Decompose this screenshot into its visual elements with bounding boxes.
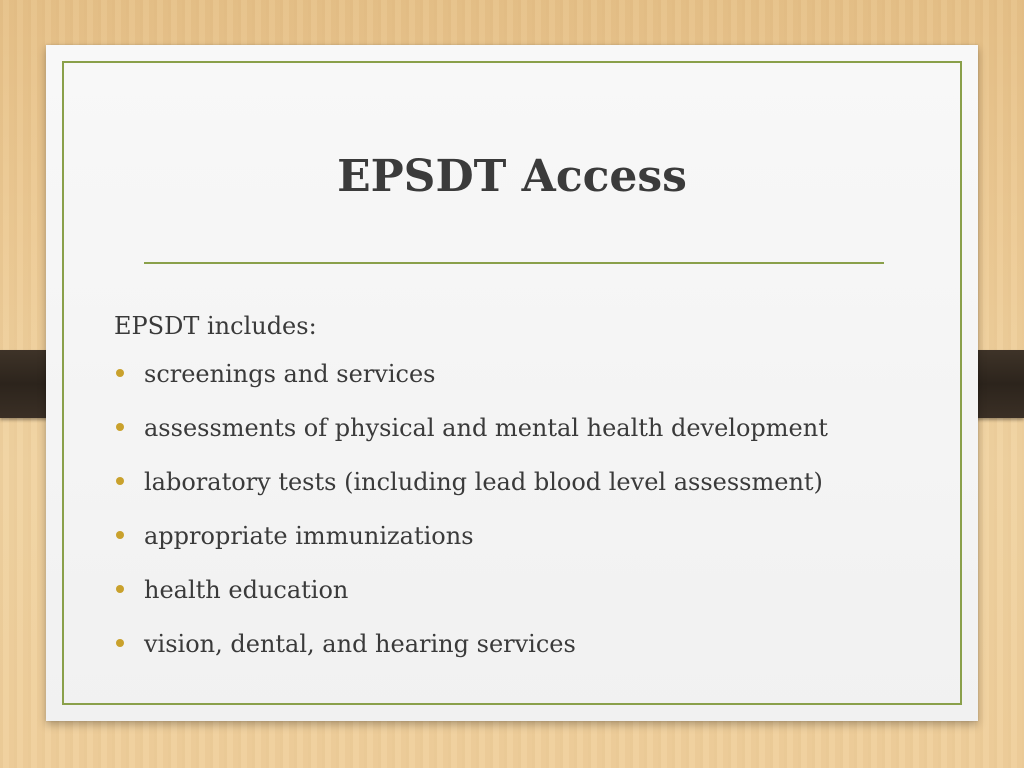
bullet-text: assessments of physical and mental health development (144, 414, 828, 442)
bullet-item (114, 347, 914, 401)
bullet-dot-icon (116, 423, 124, 431)
bullet-dot-icon (116, 477, 124, 485)
bullet-item (114, 455, 914, 509)
bullet-dot-icon (116, 369, 124, 377)
bullet-item (114, 401, 914, 455)
slide-content (114, 307, 914, 671)
bullet-text: health education (144, 576, 349, 604)
bullet-item (114, 617, 914, 671)
bullet-text: appropriate immunizations (144, 522, 474, 550)
title-divider (144, 262, 884, 264)
bullet-text: vision, dental, and hearing services (144, 630, 576, 658)
bullet-dot-icon (116, 531, 124, 539)
slide-title: EPSDT Access (337, 151, 687, 202)
bullet-text: laboratory tests (including lead blood level assessment) (144, 468, 823, 496)
intro-text: EPSDT includes: (114, 312, 317, 340)
bullet-dot-icon (116, 639, 124, 647)
bullet-dot-icon (116, 585, 124, 593)
slide-paper (46, 45, 978, 721)
bullet-item (114, 509, 914, 563)
bullet-item (114, 563, 914, 617)
bullet-list (114, 347, 914, 671)
bullet-text: screenings and services (144, 360, 436, 388)
